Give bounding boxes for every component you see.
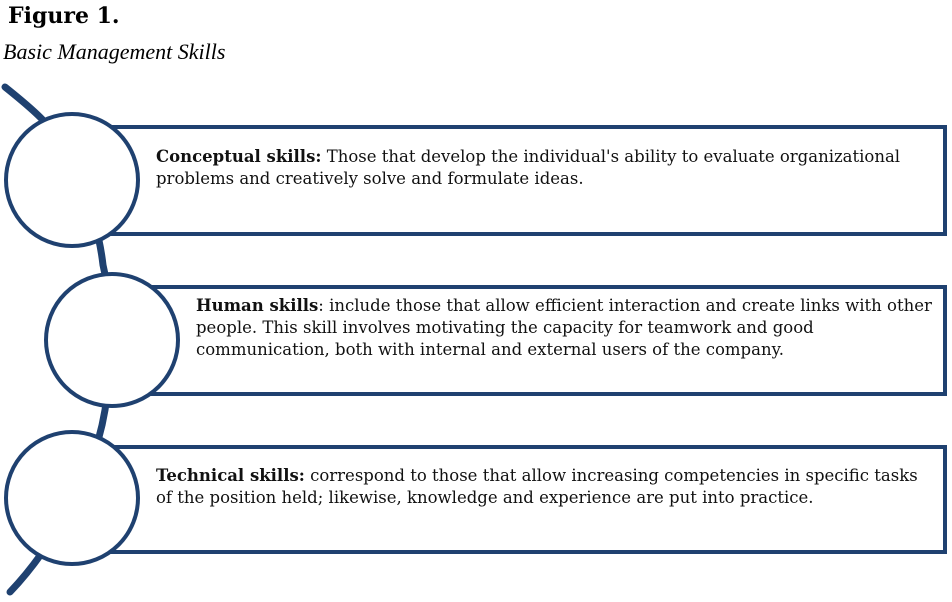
- skill-term-conceptual: Conceptual skills:: [156, 147, 322, 166]
- skill-description-technical: correspond to those that allow increasing competencies in specific tasks of the position held; likewise, knowledge and experience are put into practice.: [156, 466, 918, 507]
- skill-text-technical: [156, 465, 936, 509]
- skill-description-conceptual: Those that develop the individual's ability to evaluate organizational problems and creatively solve and formulate ideas.: [156, 147, 901, 188]
- skill-term-technical: Technical skills:: [156, 466, 305, 485]
- figure-label: Figure 1.: [8, 3, 120, 29]
- skill-text-conceptual: [156, 146, 936, 190]
- skill-circle-technical: [6, 432, 138, 564]
- figure-title: Basic Management Skills: [3, 39, 226, 64]
- skill-description-human: : include those that allow efficient interaction and create links with other people. This skill involves motivating the capacity for teamwork and good communication, both with internal and external users of the company.: [196, 296, 932, 359]
- skill-term-human: Human skills: [196, 296, 319, 315]
- skill-circle-conceptual: [6, 114, 138, 246]
- skill-text-human: [196, 295, 941, 361]
- skill-circle-human: [46, 274, 178, 406]
